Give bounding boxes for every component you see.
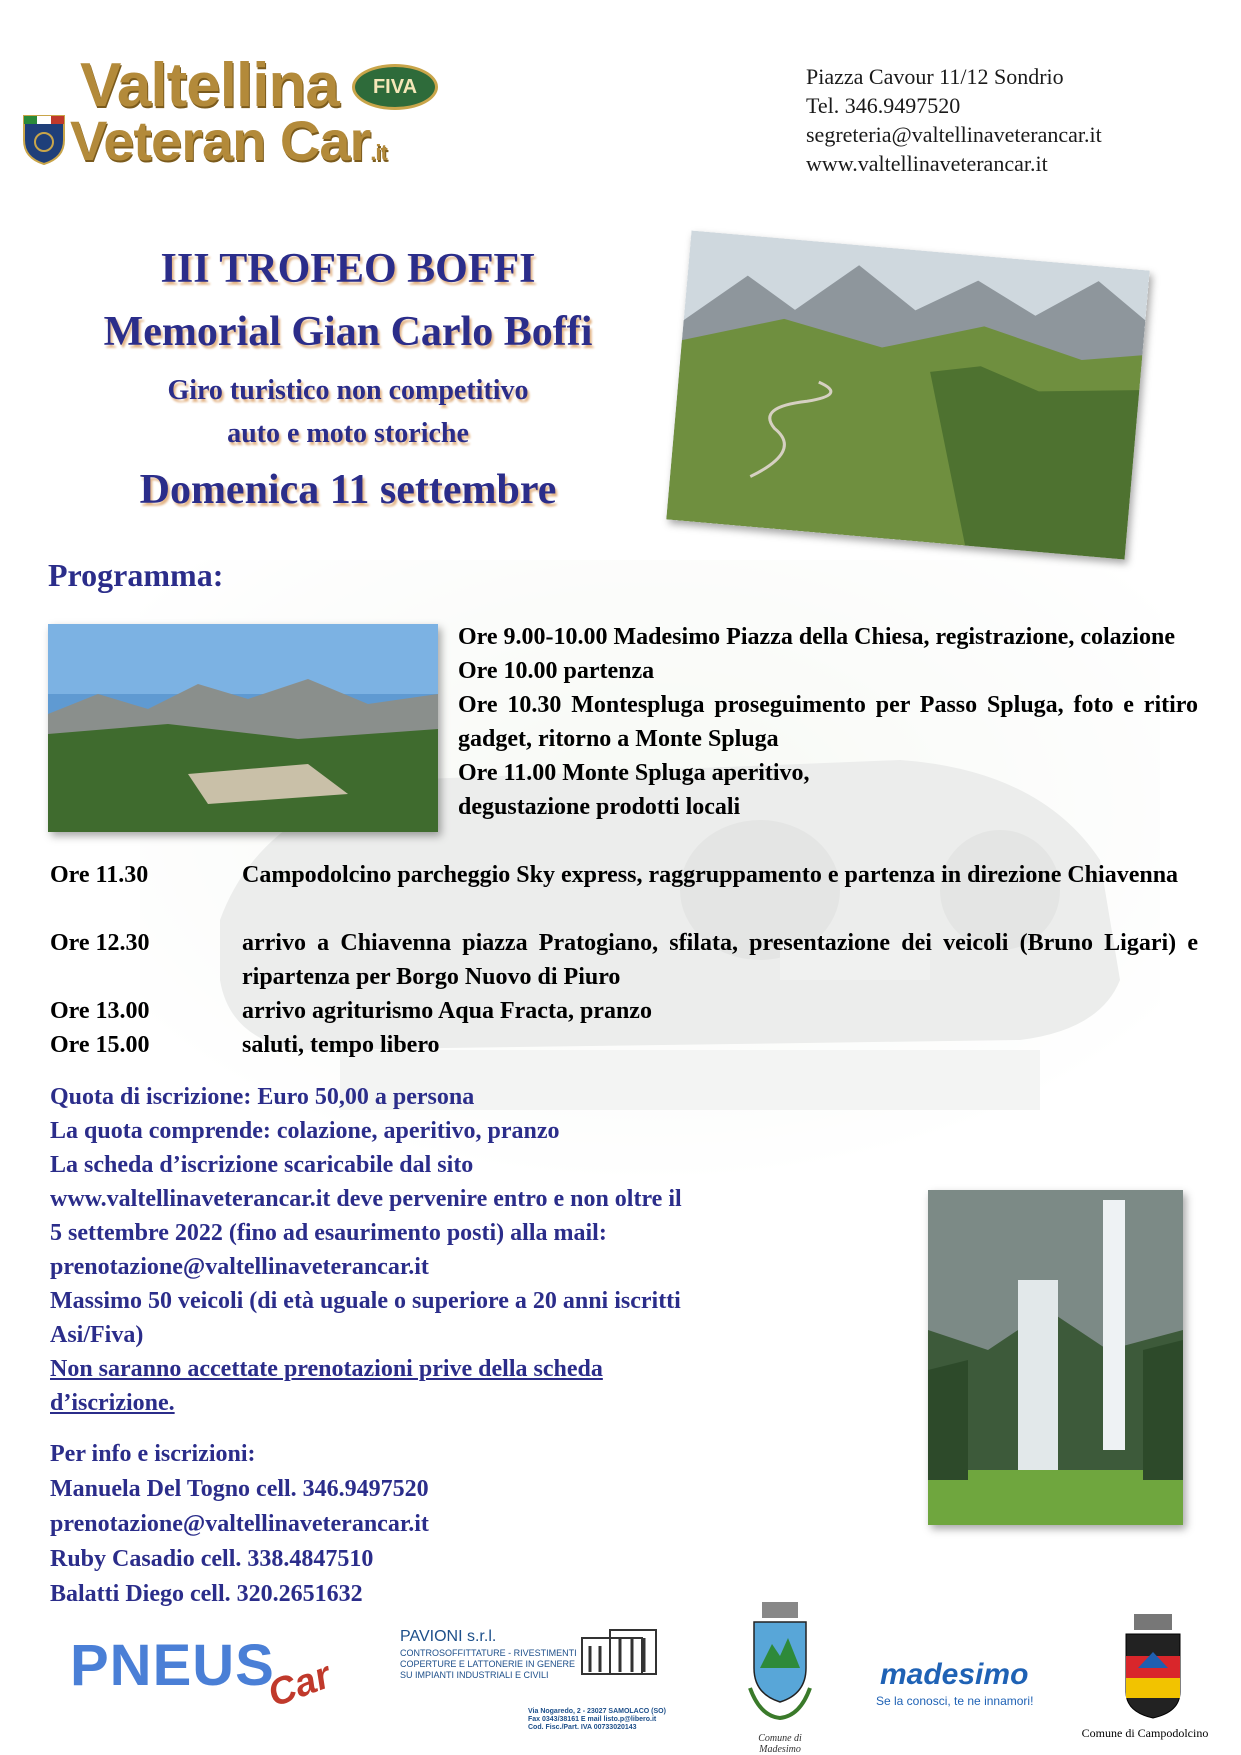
program-time: Ore 11.30 [50,862,149,888]
pavioni-address [528,1708,666,1732]
info-heading: Per info e iscrizioni: [50,1441,256,1467]
info-contact: Manuela Del Togno cell. 346.9497520 [50,1476,429,1502]
program-morning-block [458,620,1198,824]
program-line: Ore 10.00 partenza [458,658,655,684]
pavioni-line: COPERTURE E LATTONERIE IN GENERE [400,1659,576,1669]
madesimo-brand-logo: madesimo [880,1658,1029,1691]
pneus-car-logo-script: Car [262,1654,337,1716]
waterfall-photo [928,1190,1183,1525]
pavioni-address-line: Via Nogaredo, 2 - 23027 SAMOLACO (SO) [528,1708,666,1715]
comune-campodolcino-label: Comune di Campodolcino [1081,1726,1209,1740]
program-row [50,926,1200,994]
pavioni-logo-title: PAVIONI s.r.l. [400,1628,497,1645]
contact-phone: Tel. 346.9497520 [806,93,961,118]
pavioni-address-line: Fax 0343/38161 E mail listo.p@libero.it [528,1716,657,1723]
program-line: Ore 10.30 Montespluga proseguimento per Passo Spluga, foto e ritiro gadget, ritorno a Monte Spluga [458,692,1198,752]
event-subtitle: Memorial Gian Carlo Boffi [103,309,593,355]
registration-line: 5 settembre 2022 (fino ad esaurimento posti) alla mail: [50,1220,607,1246]
registration-line: Massimo 50 veicoli (di età uguale o superiore a 20 anni iscritti [50,1288,681,1314]
madesimo-coat-of-arms-icon [740,1598,820,1726]
event-description-line2: auto e moto storiche [227,418,469,449]
info-contact: prenotazione@valtellinaveterancar.it [50,1511,429,1537]
info-contact: Balatti Diego cell. 320.2651632 [50,1581,363,1607]
contact-block [806,62,1102,178]
program-line: Ore 11.00 Monte Spluga aperitivo, [458,760,810,786]
pneus-car-logo: PNEUS [70,1633,275,1698]
program-time: Ore 15.00 [50,1032,150,1058]
event-date: Domenica 11 settembre [139,467,557,513]
registration-warning: Non saranno accettate prenotazioni prive della scheda [50,1356,603,1382]
program-line: Ore 9.00-10.00 Madesimo Piazza della Chiesa, registrazione, colazione [458,624,1175,650]
registration-line: La scheda d’iscrizione scaricabile dal sito [50,1152,474,1178]
program-row [50,858,1200,926]
contact-email: segreteria@valtellinaveterancar.it [806,122,1102,147]
program-heading: Programma: [48,557,224,593]
registration-line: Asi/Fiva) [50,1322,144,1348]
campodolcino-coat-of-arms-icon [1118,1612,1188,1722]
contact-info-block [50,1437,429,1612]
event-title: III TROFEO BOFFI [160,246,536,292]
madesimo-village-photo [48,624,438,832]
mountain-pass-photo [666,231,1150,560]
program-row [50,1028,1200,1062]
registration-info [50,1080,870,1420]
logo-text-valtellina: Valtellina [80,51,339,120]
info-contact: Ruby Casadio cell. 338.4847510 [50,1546,374,1572]
event-description-line1: Giro turistico non competitivo [167,375,529,406]
pavioni-address-line: Cod. Fisc./Part. IVA 00733020143 [528,1724,637,1731]
contact-address: Piazza Cavour 11/12 Sondrio [806,64,1064,89]
pavioni-line: CONTROSOFFITTATURE - RIVESTIMENTI [400,1648,577,1658]
fiva-badge: FIVA [352,64,438,110]
pavioni-line: SU IMPIANTI INDUSTRIALI E CIVILI [400,1670,549,1680]
program-description: arrivo a Chiavenna piazza Pratogiano, sfilata, presentazione dei veicoli (Bruno Ligari) e ripartenza per Borgo Nuovo di Piuro [242,930,1198,990]
building-icon [580,1628,660,1676]
registration-line: prenotazione@valtellinaveterancar.it [50,1254,429,1280]
registration-line: www.valtellinaveterancar.it deve pervenire entro e non oltre il [50,1186,682,1212]
registration-line: Quota di iscrizione: Euro 50,00 a persona [50,1084,475,1110]
logo-text-veteran-car: Veteran Car.it [70,109,387,172]
program-line: degustazione prodotti locali [458,794,741,820]
program-time: Ore 12.30 [50,930,150,956]
madesimo-tagline: Se la conosci, te ne innamori! [876,1694,1034,1708]
program-row [50,994,1200,1028]
program-description: Campodolcino parcheggio Sky express, raggruppamento e partenza in direzione Chiavenna [242,862,1179,888]
program-description: saluti, tempo libero [242,1032,440,1058]
program-description: arrivo agriturismo Aqua Fracta, pranzo [242,998,652,1024]
registration-line: La quota comprende: colazione, aperitivo, pranzo [50,1118,560,1144]
comune-madesimo-label: Comune di Madesimo [758,1733,802,1755]
asi-shield-logo [22,112,66,166]
registration-warning: d’iscrizione. [50,1390,175,1416]
program-time: Ore 13.00 [50,998,150,1024]
contact-website: www.valtellinaveterancar.it [806,151,1048,176]
pavioni-description [400,1648,577,1681]
